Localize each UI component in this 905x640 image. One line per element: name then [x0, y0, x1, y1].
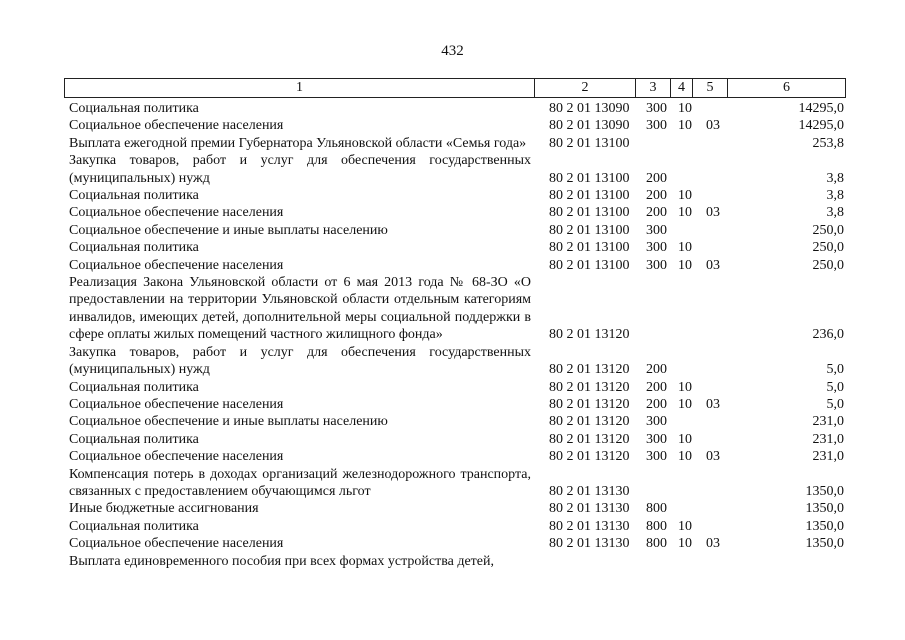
table-row — [69, 135, 849, 152]
table-row — [69, 553, 849, 570]
row-name: Выплата ежегодной премии Губернатора Ульяновской области «Семья года» — [69, 135, 527, 151]
row-code: 80 2 01 13120 — [549, 396, 630, 412]
row-amount: 231,0 — [812, 414, 844, 430]
row-name: Выплата единовременного пособия при всех формах устройства детей, — [69, 553, 494, 569]
row-amount: 14295,0 — [798, 101, 844, 116]
table-row — [69, 500, 849, 517]
row-col4: 10 — [678, 205, 692, 221]
table-row — [69, 257, 849, 274]
row-code: 80 2 01 13100 — [549, 240, 630, 256]
row-amount: 5,0 — [826, 379, 844, 395]
column-header: 5 — [693, 79, 728, 97]
row-col3: 300 — [646, 431, 667, 447]
table-row — [69, 535, 849, 552]
table-row — [69, 187, 849, 204]
table-row — [69, 344, 849, 379]
row-col3: 800 — [646, 518, 667, 534]
row-name: Социальное обеспечение и иные выплаты населению — [69, 414, 388, 430]
row-name: Реализация Закона Ульяновской области от 6 мая 2013 года № 68-ЗО «О предоставлении на территории Ульяновской области отдельным категориям инвалидов, имеющих детей, дополнительной меры социальной поддержки в сфере оплаты жилых помещений частного жилищного фонда» — [69, 275, 531, 343]
row-name: Социальное обеспечение населения — [69, 118, 284, 134]
row-col3: 200 — [646, 396, 667, 412]
row-col3: 300 — [646, 414, 667, 430]
row-col3: 800 — [646, 501, 667, 517]
row-name: Социальная политика — [69, 379, 199, 395]
row-amount: 250,0 — [812, 257, 844, 273]
row-col3: 300 — [646, 240, 667, 256]
row-col3: 200 — [646, 362, 667, 378]
row-code: 80 2 01 13100 — [549, 257, 630, 273]
row-amount: 5,0 — [826, 396, 844, 412]
row-code: 80 2 01 13090 — [549, 101, 630, 116]
row-code: 80 2 01 13120 — [549, 431, 630, 447]
row-amount: 231,0 — [812, 431, 844, 447]
row-col4: 10 — [678, 431, 692, 447]
row-col5: 03 — [706, 536, 720, 552]
table-row — [69, 431, 849, 448]
row-name: Социальная политика — [69, 518, 199, 534]
column-header: 4 — [671, 79, 693, 97]
row-code: 80 2 01 13130 — [549, 483, 630, 499]
row-name: Социальное обеспечение населения — [69, 257, 284, 273]
row-col4: 10 — [678, 240, 692, 256]
row-name: Социальная политика — [69, 188, 199, 204]
row-col3: 300 — [646, 449, 667, 465]
row-col4: 10 — [678, 257, 692, 273]
table-row — [69, 152, 849, 187]
row-col5: 03 — [706, 118, 720, 134]
table-row — [69, 239, 849, 256]
row-name: Социальное обеспечение населения — [69, 536, 284, 552]
column-header: 1 — [65, 79, 535, 97]
row-name: Социальная политика — [69, 431, 199, 447]
row-col4: 10 — [678, 118, 692, 134]
row-code: 80 2 01 13130 — [549, 518, 630, 534]
row-col3: 300 — [646, 118, 667, 134]
row-amount: 250,0 — [812, 240, 844, 256]
table-row — [69, 379, 849, 396]
table-row — [69, 466, 849, 501]
row-amount: 1350,0 — [805, 536, 844, 552]
row-code: 80 2 01 13120 — [549, 379, 630, 395]
row-code: 80 2 01 13100 — [549, 170, 630, 186]
row-amount: 253,8 — [812, 135, 844, 151]
budget-table-body — [69, 100, 849, 570]
table-header — [64, 78, 846, 98]
row-name: Иные бюджетные ассигнования — [69, 501, 259, 517]
row-col4: 10 — [678, 379, 692, 395]
row-col5: 03 — [706, 257, 720, 273]
row-col4: 10 — [678, 188, 692, 204]
row-col5: 03 — [706, 449, 720, 465]
table-row — [69, 274, 849, 344]
page-number: 432 — [441, 43, 464, 59]
row-col4: 10 — [678, 449, 692, 465]
column-header: 2 — [535, 79, 636, 97]
row-code: 80 2 01 13100 — [549, 205, 630, 221]
row-col3: 200 — [646, 170, 667, 186]
table-row — [69, 222, 849, 239]
row-col4: 10 — [678, 536, 692, 552]
row-name: Закупка товаров, работ и услуг для обеспечения государственных (муниципальных) нужд — [69, 344, 531, 378]
row-code: 80 2 01 13100 — [549, 222, 630, 238]
row-code: 80 2 01 13090 — [549, 118, 630, 134]
row-name: Социальное обеспечение населения — [69, 396, 284, 412]
table-row — [69, 396, 849, 413]
row-col4: 10 — [678, 396, 692, 412]
table-row — [69, 448, 849, 465]
row-name: Социальное обеспечение и иные выплаты населению — [69, 222, 388, 238]
row-col5: 03 — [706, 396, 720, 412]
row-col4: 10 — [678, 101, 692, 116]
table-row — [69, 518, 849, 535]
row-col3: 800 — [646, 536, 667, 552]
row-amount: 3,8 — [826, 170, 844, 186]
table-row — [69, 117, 849, 134]
row-amount: 3,8 — [826, 205, 844, 221]
row-code: 80 2 01 13130 — [549, 536, 630, 552]
row-amount: 236,0 — [812, 327, 844, 343]
row-code: 80 2 01 13120 — [549, 327, 630, 343]
row-name: Социальное обеспечение населения — [69, 449, 284, 465]
row-code: 80 2 01 13130 — [549, 501, 630, 517]
row-col4: 10 — [678, 518, 692, 534]
row-col3: 200 — [646, 205, 667, 221]
row-amount: 1350,0 — [805, 483, 844, 499]
row-amount: 1350,0 — [805, 501, 844, 517]
row-name: Социальная политика — [69, 101, 199, 116]
row-col3: 200 — [646, 188, 667, 204]
row-code: 80 2 01 13100 — [549, 188, 630, 204]
row-code: 80 2 01 13100 — [549, 135, 630, 151]
row-amount: 5,0 — [826, 362, 844, 378]
row-code: 80 2 01 13120 — [549, 362, 630, 378]
row-code: 80 2 01 13120 — [549, 414, 630, 430]
column-header: 3 — [636, 79, 671, 97]
row-col5: 03 — [706, 205, 720, 221]
row-code: 80 2 01 13120 — [549, 449, 630, 465]
table-row — [69, 100, 849, 117]
row-col3: 300 — [646, 101, 667, 116]
column-header: 6 — [783, 80, 790, 95]
row-amount: 231,0 — [812, 449, 844, 465]
row-col3: 300 — [646, 257, 667, 273]
row-amount: 1350,0 — [805, 518, 844, 534]
row-col3: 200 — [646, 379, 667, 395]
row-name: Социальное обеспечение населения — [69, 205, 284, 221]
row-amount: 250,0 — [812, 222, 844, 238]
row-name: Закупка товаров, работ и услуг для обеспечения государственных (муниципальных) нужд — [69, 153, 531, 186]
row-amount: 3,8 — [826, 188, 844, 204]
table-row — [69, 204, 849, 221]
row-col3: 300 — [646, 222, 667, 238]
row-amount: 14295,0 — [798, 118, 844, 134]
row-name: Компенсация потерь в доходах организаций железнодорожного транспорта, связанных с предоставлением обучающимся льгот — [69, 466, 531, 499]
table-row — [69, 413, 849, 430]
row-name: Социальная политика — [69, 240, 199, 256]
